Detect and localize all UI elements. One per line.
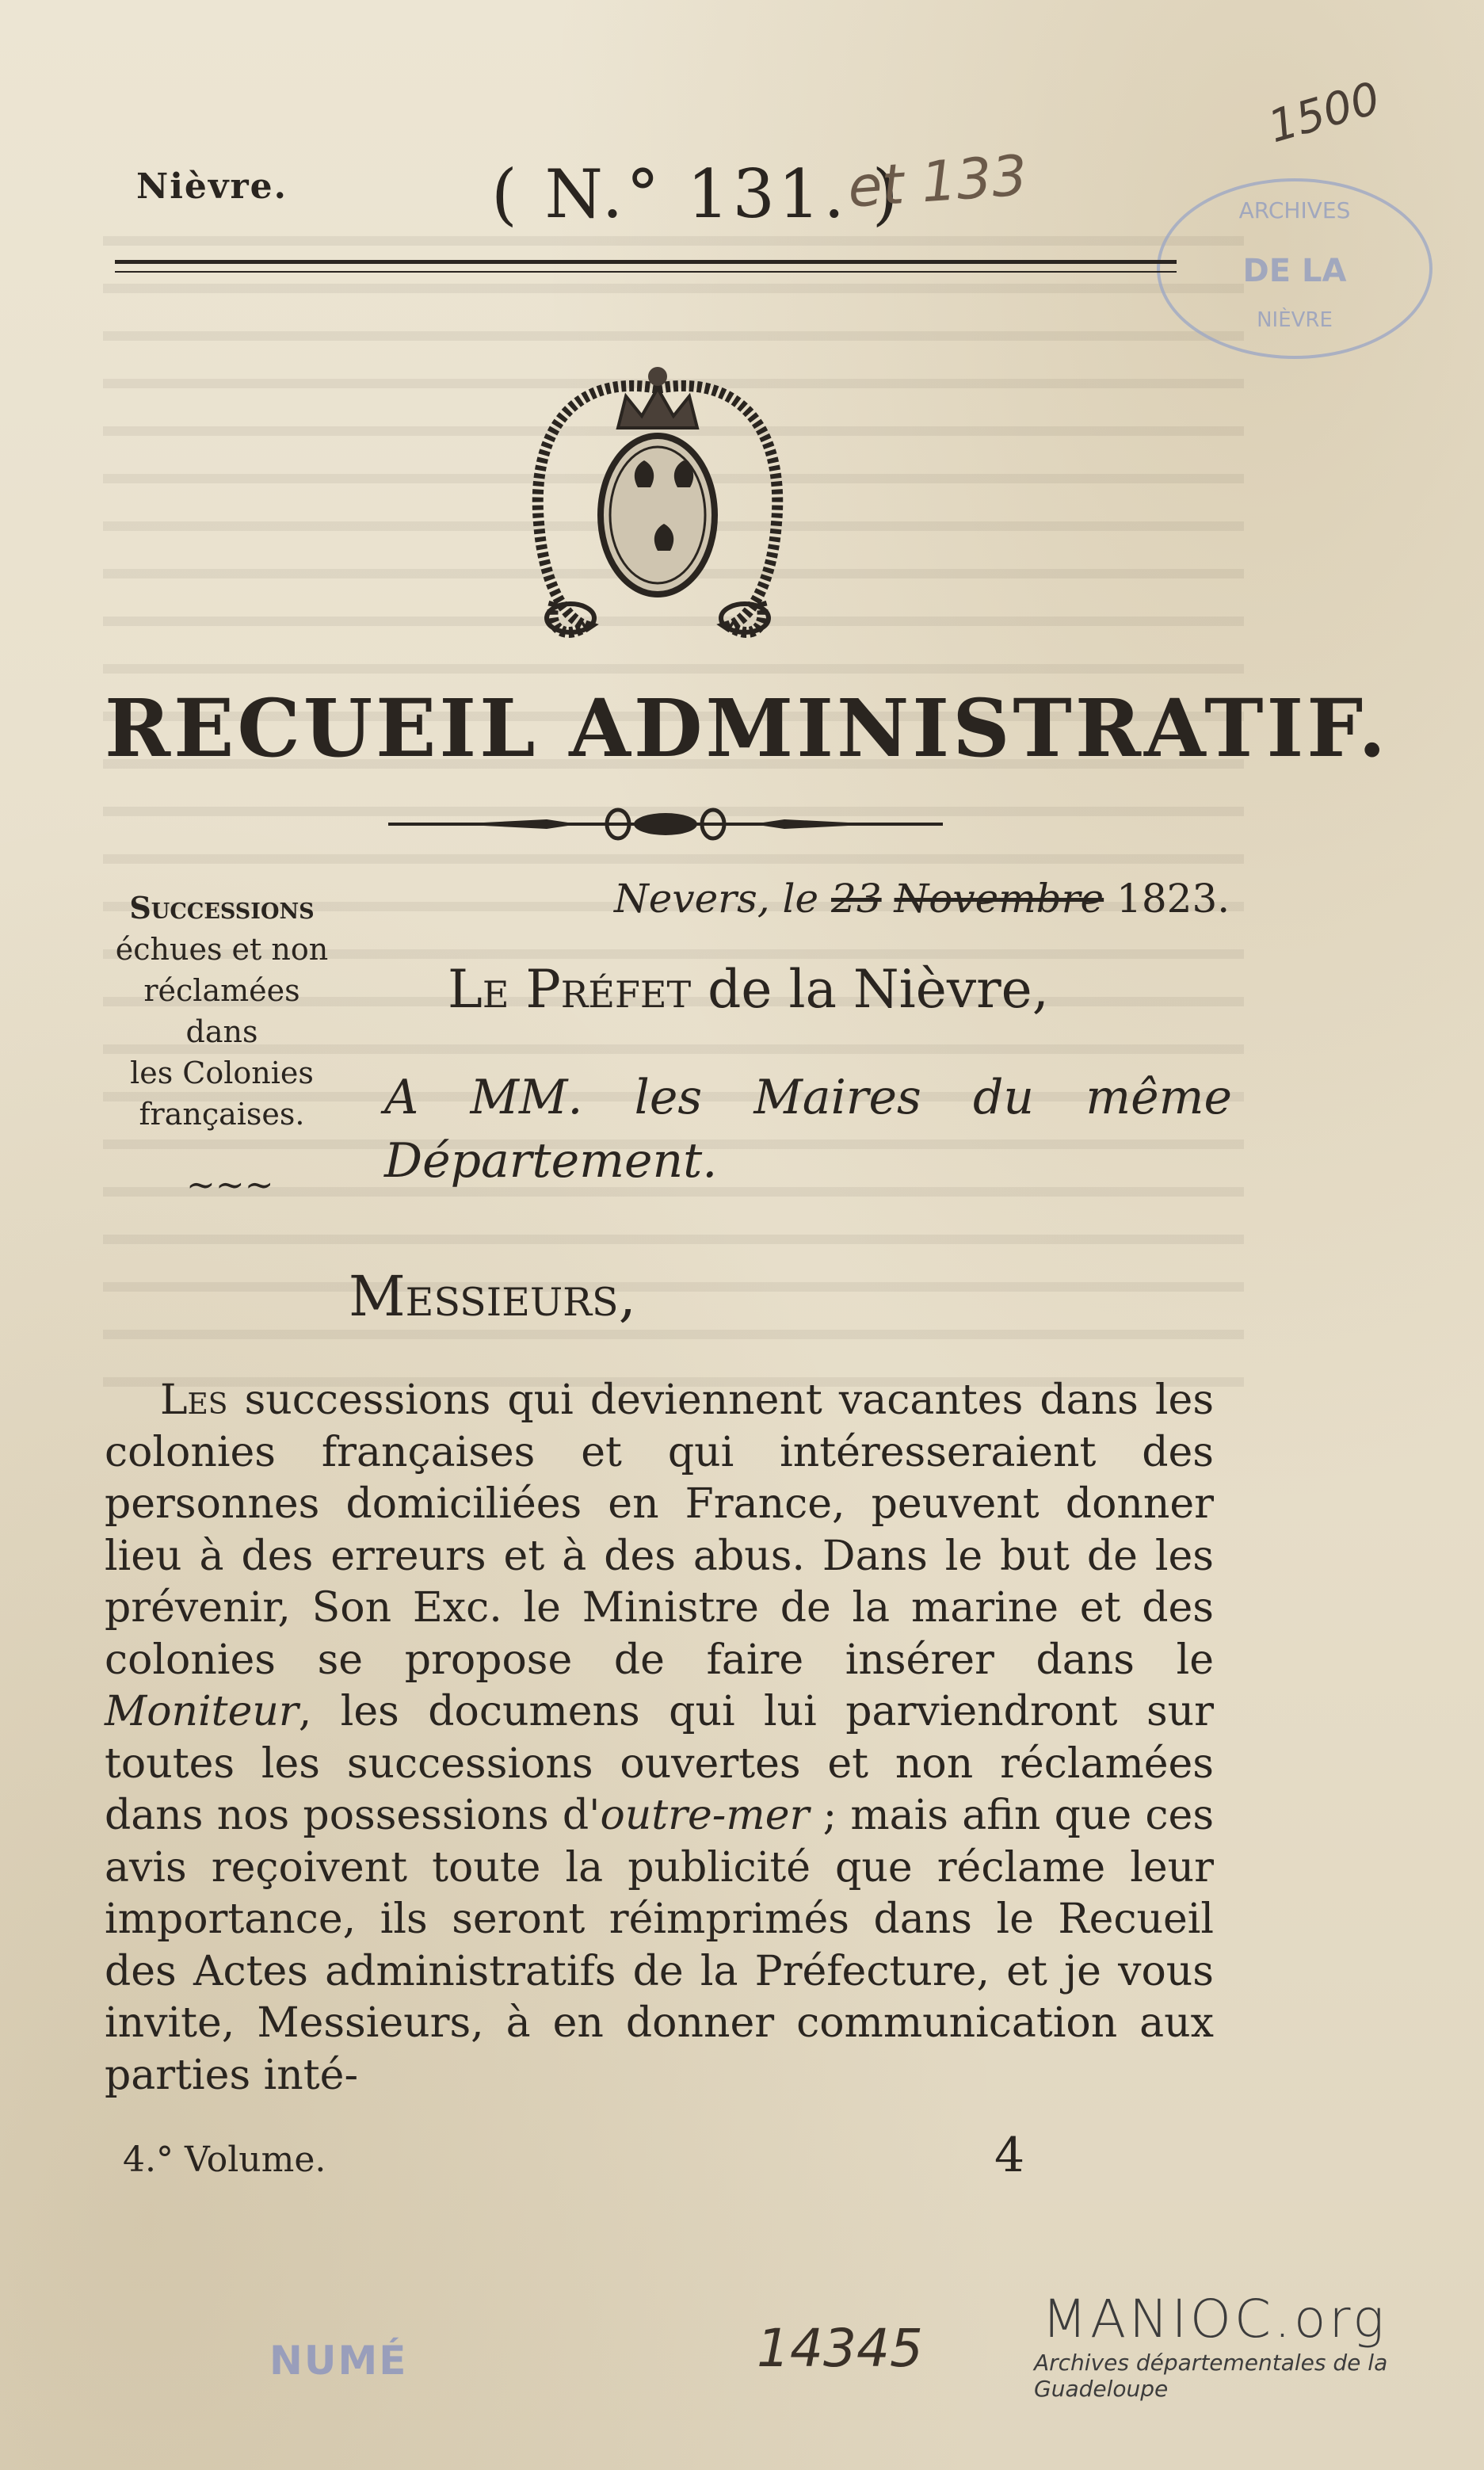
date-year: 1823.	[1116, 876, 1230, 922]
header-rule-thin	[115, 271, 1177, 273]
corner-handwriting: 1500	[1262, 72, 1386, 154]
header-rule-thick	[115, 260, 1177, 264]
date-day: 23	[831, 876, 882, 922]
margin-line: réclamées	[143, 973, 300, 1008]
body-outre-mer: outre-mer	[600, 1792, 810, 1839]
stamp-line-3: NIÈVRE	[1257, 308, 1333, 332]
signature-mark: 4	[994, 2128, 1025, 2183]
bulletin-number: ( N.° 131. )	[491, 155, 902, 233]
stamp-line-2: DE LA	[1242, 253, 1347, 289]
department-label: Nièvre.	[136, 166, 288, 207]
sender-line	[448, 959, 1049, 1020]
bottom-stamp: NUMÉ	[269, 2338, 408, 2384]
margin-line: échues et non	[115, 932, 329, 967]
shield-icon	[601, 436, 715, 594]
margin-line: les Colonies	[130, 1056, 314, 1090]
body-first-word: Les	[160, 1376, 228, 1424]
body-text-1: successions qui deviennent vacantes dans les colonies françaises et qui intéresseraient des personnes domiciliées en France, peuvent donner lieu à des erreurs et à des abus. Dans le but de les prévenir, Son Exc. le Ministre de la marine et des colonies se propose de faire insérer dans le	[105, 1376, 1214, 1684]
margin-squiggle: ~~~	[186, 1165, 274, 1205]
document-title: RECUEIL ADMINISTRATIF.	[105, 681, 1390, 775]
stamp-line-1: ARCHIVES	[1238, 197, 1351, 223]
title-ornament	[388, 800, 943, 848]
body-moniteur: Moniteur	[105, 1688, 299, 1735]
archives-watermark: Archives départementales de la Guadeloupe	[1034, 2350, 1388, 2402]
date-place: Nevers, le	[614, 876, 819, 922]
body-text-2: , les documens qui lui parviendront sur toutes les successions ouvertes et non réclamées dans nos possessions d'	[105, 1688, 1214, 1839]
archives-stamp	[1157, 178, 1432, 359]
body-text-3: ; mais afin que ces avis reçoivent toute la publicité que réclame leur importance, ils seront réimprimés dans le Recueil des Actes administratifs de la Préfecture, et je vous invite, Messieurs, à en donner communication aux parties inté-	[105, 1792, 1215, 2099]
handwritten-annotation: et 133	[845, 143, 1029, 220]
dateline	[614, 876, 1230, 922]
margin-heading: Successions	[129, 890, 315, 926]
margin-line: françaises.	[139, 1097, 305, 1132]
body-paragraph	[105, 1375, 1214, 2102]
margin-subject-note	[95, 888, 349, 1135]
inventory-number: 14345	[757, 2318, 923, 2379]
recipient-line: A MM. les Maires du même Département.	[384, 1070, 1232, 1189]
manioc-watermark: MANIOC.org	[1042, 2289, 1387, 2350]
crown-icon	[618, 367, 697, 428]
date-month: Novembre	[894, 876, 1104, 922]
margin-line: dans	[185, 1014, 258, 1049]
sender-title: Le Préfet	[448, 959, 692, 1020]
salutation: Messieurs,	[349, 1264, 636, 1329]
royal-arms-emblem	[499, 341, 816, 658]
volume-label: 4.° Volume.	[123, 2140, 326, 2180]
sender-rest: de la Nièvre,	[708, 959, 1049, 1020]
